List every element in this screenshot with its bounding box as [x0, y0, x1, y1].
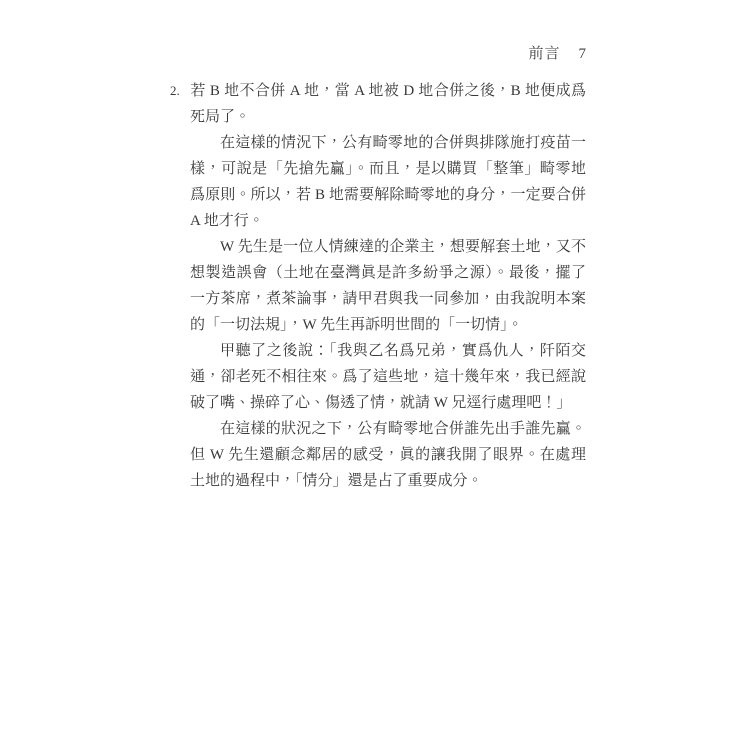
header-page-number: 7: [578, 46, 586, 62]
paragraph-1: 在這樣的情況下，公有畸零地的合併與排隊施打疫苗一樣，可說是「先搶先贏」。而且，是以購買「整筆」畸零地爲原則。所以，若 B 地需要解除畸零地的身分，一定要合併 A 地才行。: [190, 135, 586, 229]
numbered-list-item: [170, 78, 586, 130]
body-text: [170, 78, 586, 494]
paragraph-3: 甲聽了之後說：「我與乙名爲兄弟，實爲仇人，阡陌交通，卻老死不相往來。爲了這些地，這十幾年來，我已經說破了嘴、操碎了心、傷透了情，就請 W 兄逕行處理吧！」: [190, 343, 586, 411]
paragraph-4: 在這樣的狀況之下，公有畸零地合併誰先出手誰先贏。但 W 先生還顧念鄰居的感受，眞的讓我開了眼界。在處理土地的過程中，「情分」還是占了重要成分。: [190, 421, 586, 489]
header-section-title: 前言: [528, 46, 561, 62]
running-header: [190, 42, 586, 63]
list-item-text: 若 B 地不合併 A 地，當 A 地被 D 地合併之後，B 地便成爲死局了。: [190, 83, 586, 125]
paragraph-2: W 先生是一位人情練達的企業主，想要解套土地，又不想製造誤會（土地在臺灣眞是許多紛爭之源）。最後，擺了一方茶席，煮茶論事，請甲君與我一同參加，由我說明本案的「一切法規」，W 先生再訴明世間的「一切情」。: [190, 239, 586, 333]
list-item-marker: 2.: [170, 83, 180, 98]
